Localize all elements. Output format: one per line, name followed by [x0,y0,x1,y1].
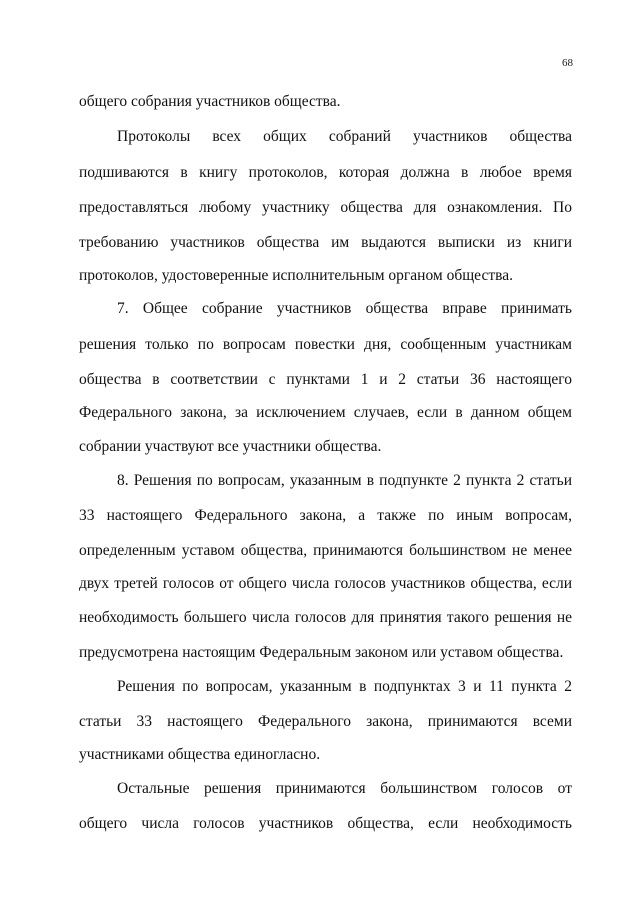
text-line: статьи 33 настоящего Федерального закона, принимаются всеми [79,713,572,730]
text-line: участниками общества единогласно. [79,746,321,763]
text-line: общества в соответствии с пунктами 1 и 2 статьи 36 настоящего [79,371,572,388]
text-line: протоколов, удостоверенные исполнительным органом общества. [79,267,513,284]
text-line: собрании участвуют все участники общества. [79,438,382,455]
text-line: необходимость большего числа голосов для принятия такого решения не [79,609,572,626]
page-number: 68 [562,57,573,69]
text-line: Решения по вопросам, указанным в подпунктах 3 и 11 пункта 2 [117,678,572,695]
text-line: 7. Общее собрание участников общества вправе принимать [117,300,572,317]
text-line: подшиваются в книгу протоколов, которая должна в любое время [79,164,572,181]
text-line: Остальные решения принимаются большинством голосов от [117,780,572,797]
text-line: предоставляться любому участнику общества для ознакомления. По [79,199,572,216]
text-line: предусмотрена настоящим Федеральным законом или уставом общества. [79,644,564,661]
text-line: решения только по вопросам повестки дня, сообщенным участникам [79,336,572,353]
text-line: общего собрания участников общества. [79,93,341,110]
text-line: 33 настоящего Федерального закона, а также по иным вопросам, [79,507,572,524]
text-line: Федерального закона, за исключением случаев, если в данном общем [79,404,572,421]
text-line: Протоколы всех общих собраний участников общества [117,128,572,145]
text-line: 8. Решения по вопросам, указанным в подпункте 2 пункта 2 статьи [117,472,572,489]
text-line: общего числа голосов участников общества, если необходимость [79,815,572,832]
text-line: требованию участников общества им выдаются выписки из книги [79,234,572,251]
text-line: определенным уставом общества, принимаются большинством не менее [79,542,572,559]
text-line: двух третей голосов от общего числа голосов участников общества, если [79,575,572,592]
